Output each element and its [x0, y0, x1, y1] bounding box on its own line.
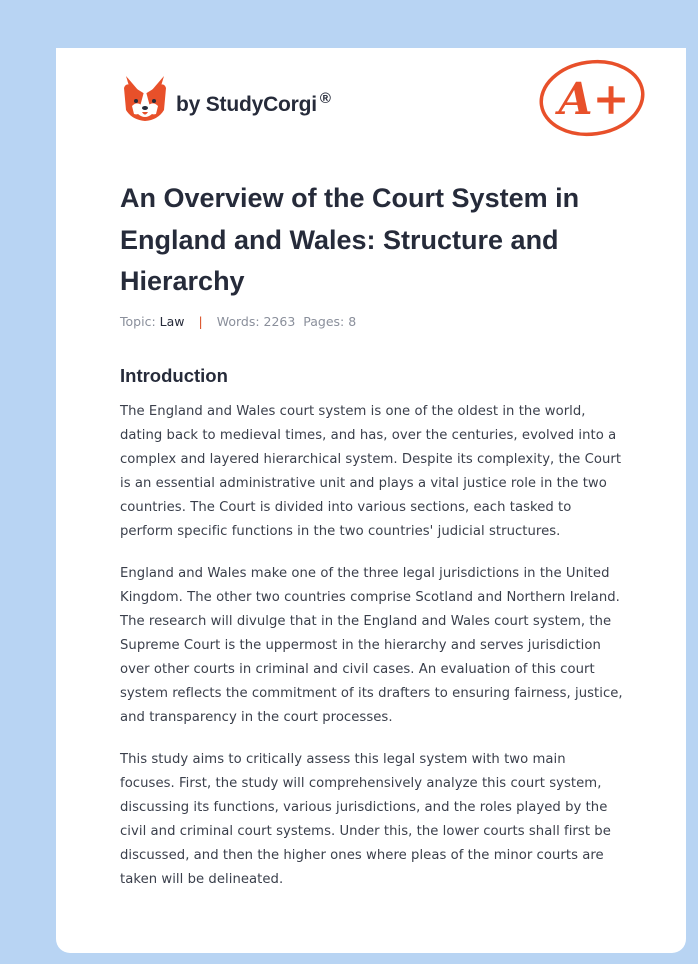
grade-a-plus-badge	[536, 58, 648, 138]
brand-name: by StudyCorgi ®	[176, 89, 331, 116]
topic-link[interactable]: Law	[159, 313, 185, 329]
page-count: Pages: 8	[303, 313, 357, 329]
page-header	[120, 48, 630, 178]
corgi-icon	[122, 74, 168, 124]
word-count: Words: 2263	[216, 313, 296, 329]
document-title: An Overview of the Court System in England and Wales: Structure and Hierarchy	[120, 183, 580, 296]
meta-separator: |	[198, 313, 203, 329]
paragraph: The England and Wales court system is one of the oldest in the world, dating back to medieval times, and has, over the centuries, evolved into a complex and layered hierarchical system. Despite its complexity, the Court is an essential administrative unit and plays a vital justice role in the two countries. The Court is divided into various sections, each tasked to perform specific functions in the two countries' judicial structures.	[120, 403, 622, 539]
document-meta	[120, 314, 624, 329]
paragraph: England and Wales make one of the three legal jurisdictions in the United Kingdom. The other two countries comprise Scotland and Northern Ireland. The research will divulge that in the England and Wales court system, the Supreme Court is the uppermost in the hierarchy and serves jurisdiction over other courts in criminal and civil cases. An evaluation of this court system reflects the commitment of its drafters to ensuring fairness, justice, and transparency in the court processes.	[120, 565, 623, 725]
topic-label: Topic:	[120, 313, 156, 329]
svg-text:A+: A+	[558, 74, 630, 125]
paragraph: This study aims to critically assess this legal system with two main focuses. First, the study will comprehensively analyze this court system, discussing its functions, various jurisdictions, and the roles played by the civil and criminal court systems. Under this, the lower courts shall first be discussed, and then the higher ones where pleas of the minor courts are taken will be delineated.	[120, 751, 611, 887]
studycorgi-logo[interactable]	[122, 74, 331, 124]
section-heading: Introduction	[120, 364, 228, 386]
document-page	[56, 48, 686, 953]
